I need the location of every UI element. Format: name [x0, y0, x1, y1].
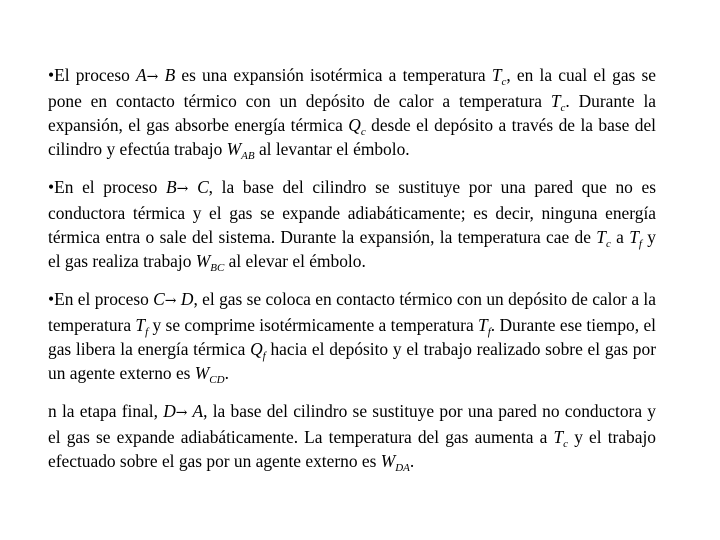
text-segment: al elevar el émbolo. [224, 251, 366, 271]
slide-body [48, 63, 656, 473]
text-segment: •En el proceso [48, 177, 167, 197]
math-variable: D [176, 289, 194, 309]
subscript: c [360, 126, 366, 138]
math-variable: T [478, 315, 488, 335]
text-segment: hacia el depósito y el trabajo realizado sobre el gas por un agente externo es [48, 339, 656, 383]
math-variable: T [596, 227, 606, 247]
text-segment: . [409, 451, 415, 471]
text-segment: . Durante la expansión, el gas absorbe energía térmica [48, 91, 656, 135]
paragraph-process-ab [48, 63, 656, 161]
math-variable: W [380, 451, 396, 471]
text-segment: n la etapa final, [48, 401, 164, 421]
arrow-symbol: → [164, 293, 177, 309]
subscript: c [563, 438, 569, 450]
subscript: c [605, 238, 611, 250]
text-segment: , en la cual el gas se pone en contacto térmico con un depósito de calor a temperatura [48, 65, 656, 111]
math-variable: T [553, 427, 564, 447]
text-segment: . [224, 363, 229, 383]
math-variable: T [135, 315, 146, 335]
text-segment: es una expansión isotérmica a temperatura [175, 65, 492, 85]
arrow-symbol: → [175, 405, 188, 421]
subscript: f [145, 326, 149, 338]
subscript: c [560, 102, 566, 114]
text-segment: a [610, 227, 630, 247]
text-segment: y se comprime isotérmicamente a temperatura [148, 315, 479, 335]
math-variable: B [166, 177, 177, 197]
arrow-symbol: → [176, 181, 189, 197]
math-variable: A [187, 401, 204, 421]
subscript: f [262, 350, 266, 362]
paragraph-process-da [48, 399, 656, 473]
math-variable: Q [348, 115, 361, 135]
text-segment: . Durante ese tiempo, el gas libera la energía térmica [48, 315, 656, 359]
math-variable: T [491, 65, 502, 85]
math-variable: D [163, 401, 176, 421]
text-segment: y el trabajo efectuado sobre el gas por un agente externo es [48, 427, 657, 471]
subscript: f [487, 326, 491, 338]
text-segment: , la base del cilindro se sustituye por una pared que no es conductora térmica y el gas se expande adiabáticamente; es decir, ninguna energía térmica entra o sale del sistema. Durante la expansión, la temperatura cae de [48, 177, 656, 247]
text-segment: •El proceso [48, 65, 137, 85]
math-variable: W [194, 363, 210, 383]
text-segment: , la base del cilindro se sustituye por una pared no conductora y el gas se expande adiabáticamente. La temperatura del gas aumenta a [48, 401, 656, 447]
subscript: BC [210, 262, 225, 274]
text-segment: , el gas se coloca en contacto térmico con un depósito de calor a la temperatura [48, 289, 656, 335]
math-variable: B [158, 65, 176, 85]
math-variable: T [550, 91, 561, 111]
text-segment: al levantar el émbolo. [254, 139, 410, 159]
text-segment: y el gas realiza trabajo [48, 227, 656, 271]
arrow-symbol: → [146, 69, 159, 85]
subscript: f [638, 238, 642, 250]
paragraph-process-cd [48, 287, 656, 385]
math-variable: T [629, 227, 639, 247]
math-variable: W [195, 251, 211, 271]
math-variable: C [188, 177, 209, 197]
subscript: c [501, 76, 507, 88]
text-segment: •En el proceso [48, 289, 154, 309]
paragraph-process-bc [48, 175, 656, 273]
subscript: DA [395, 462, 410, 474]
math-variable: A [136, 65, 147, 85]
math-variable: C [153, 289, 165, 309]
math-variable: Q [250, 339, 263, 359]
subscript: CD [209, 374, 225, 386]
subscript: AB [241, 150, 255, 162]
text-segment: desde el depósito a través de la base del cilindro y efectúa trabajo [48, 115, 656, 159]
math-variable: W [226, 139, 242, 159]
